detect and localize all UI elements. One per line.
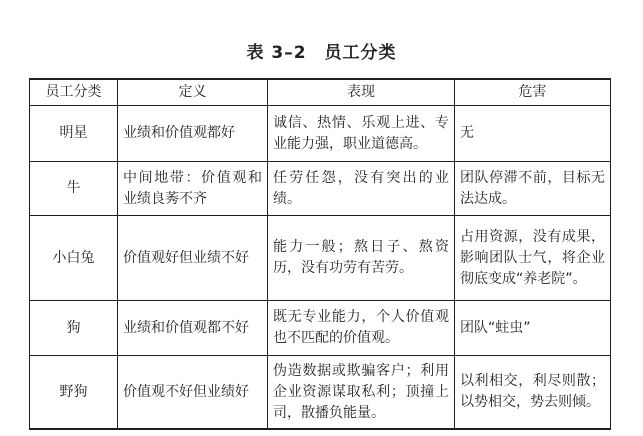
- header-definition: 定义: [118, 79, 268, 106]
- cell-behavior: 能力一般；熬日子、熬资历，没有功劳有苦劳。: [268, 216, 455, 301]
- cell-behavior: 诚信、热情、乐观上进、专业能力强，职业道德高。: [268, 106, 455, 162]
- cell-definition: 价值观好但业绩不好: [118, 216, 268, 301]
- cell-definition: 中间地带：价值观和业绩良莠不齐: [118, 162, 268, 216]
- cell-harm: 团队“蛀虫”: [455, 301, 611, 356]
- cell-name: 小白兔: [30, 216, 118, 301]
- table-row: [30, 216, 611, 301]
- cell-definition: 业绩和价值观都不好: [118, 301, 268, 356]
- cell-name: 狗: [30, 301, 118, 356]
- cell-harm: 无: [455, 106, 611, 162]
- cell-behavior: 既无专业能力，个人价值观也不匹配的价值观。: [268, 301, 455, 356]
- table-row: [30, 162, 611, 216]
- header-harm: 危害: [455, 79, 611, 106]
- table-row: [30, 106, 611, 162]
- employee-classification-table: [29, 78, 611, 430]
- header-row: [30, 79, 611, 106]
- cell-name: 野狗: [30, 356, 118, 430]
- cell-behavior: 任劳任怨，没有突出的业绩。: [268, 162, 455, 216]
- table-caption: 表 3–2 员工分类: [246, 43, 397, 63]
- cell-name: 牛: [30, 162, 118, 216]
- cell-name: 明星: [30, 106, 118, 162]
- cell-definition: 业绩和价值观都好: [118, 106, 268, 162]
- cell-behavior: 伪造数据或欺骗客户；利用企业资源谋取私利；顶撞上司，散播负能量。: [268, 356, 455, 430]
- header-category: 员工分类: [30, 79, 118, 106]
- table-row: [30, 356, 611, 430]
- table-row: [30, 301, 611, 356]
- cell-harm: 团队停滞不前，目标无法达成。: [455, 162, 611, 216]
- header-behavior: 表现: [268, 79, 455, 106]
- cell-definition: 价值观不好但业绩好: [118, 356, 268, 430]
- cell-harm: 占用资源，没有成果，影响团队士气，将企业彻底变成“养老院”。: [455, 216, 611, 301]
- cell-harm: 以利相交，利尽则散；以势相交，势去则倾。: [455, 356, 611, 430]
